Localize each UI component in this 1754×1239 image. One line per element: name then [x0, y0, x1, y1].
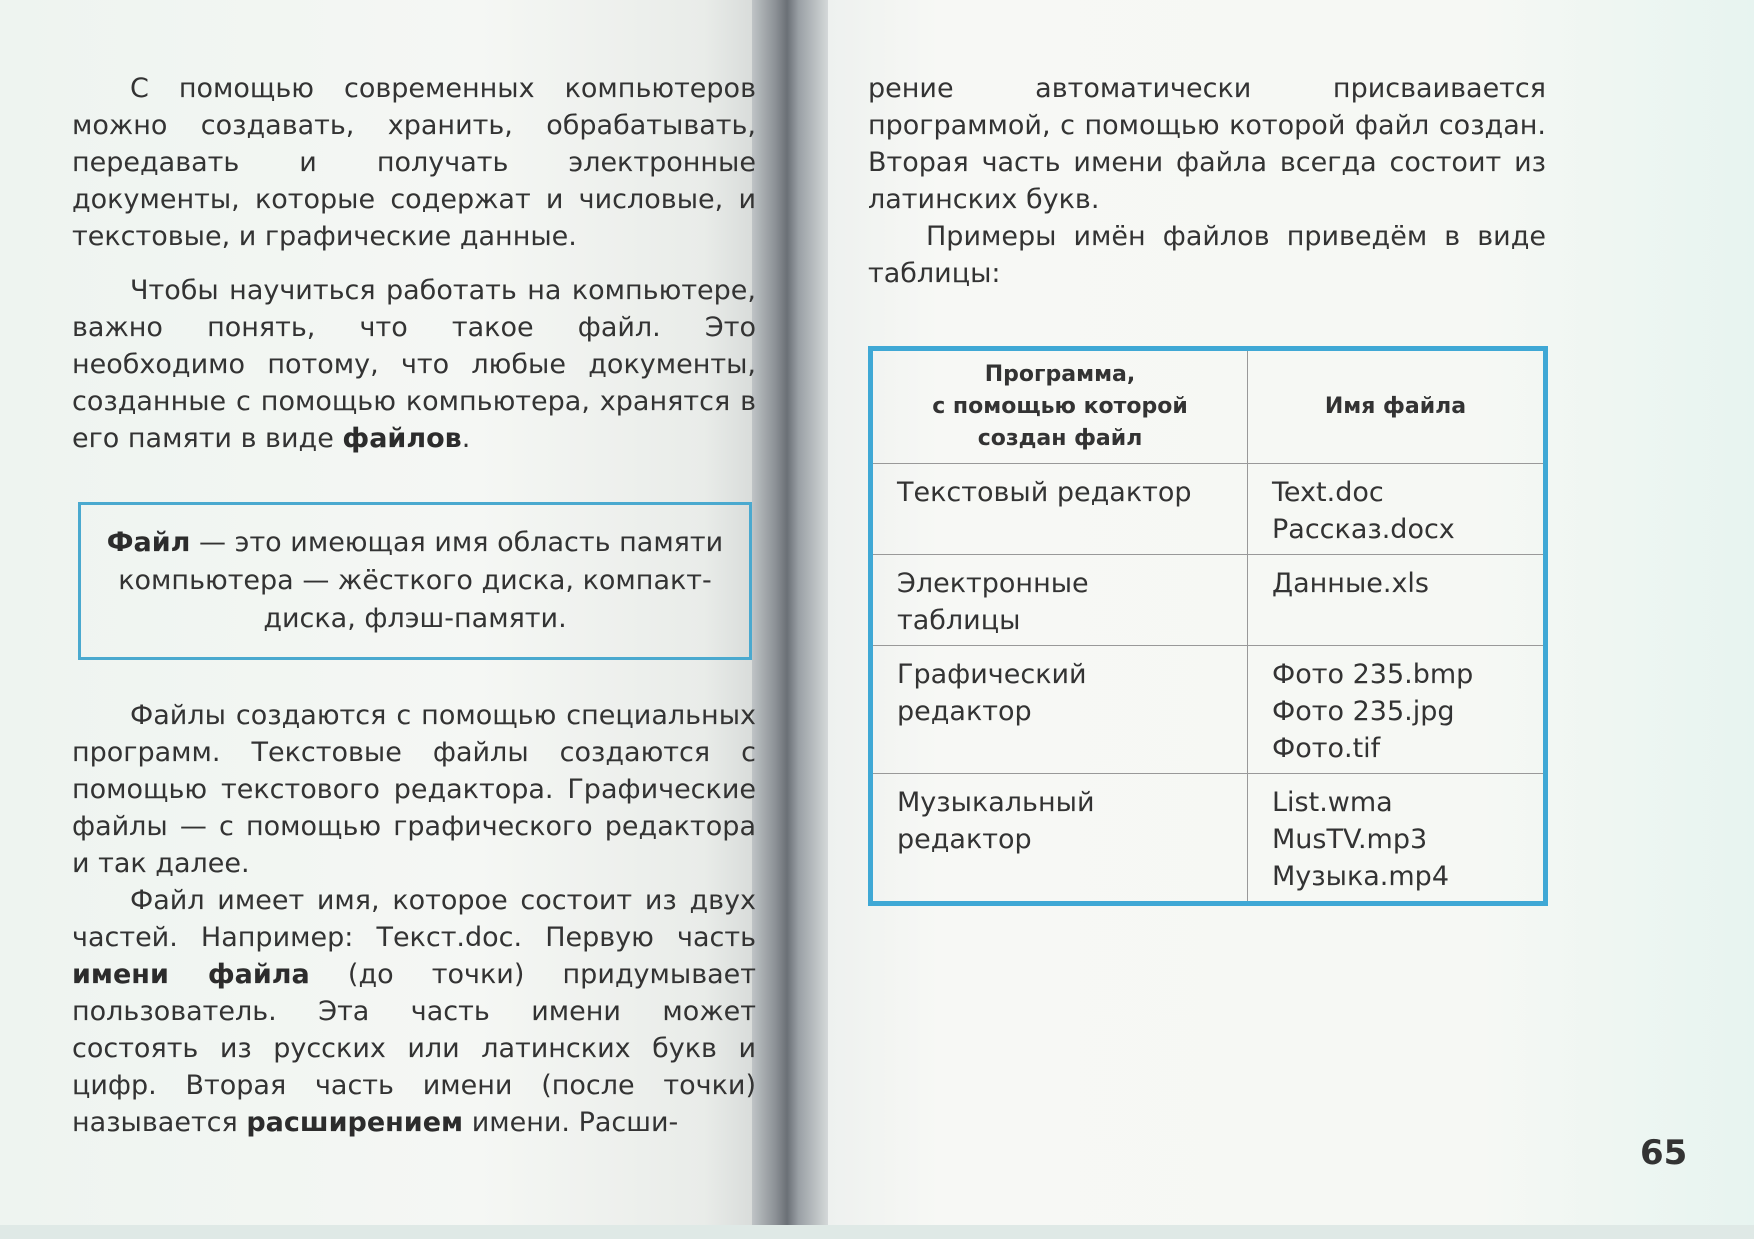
- program-line: таблицы: [897, 605, 1021, 636]
- paragraph-intro: С помощью современных компьютеров можно создавать, хранить, обрабатывать, передавать и получать электронные документы, которые содержат и числовые, и текстовые, и графические данные.: [72, 73, 756, 252]
- file-name: Фото.tif: [1272, 733, 1381, 764]
- header-program-line: создан файл: [977, 426, 1143, 451]
- page-number: 65: [1640, 1133, 1688, 1173]
- cell-program: [871, 774, 1248, 904]
- definition-box: [78, 502, 752, 660]
- header-program-line: с помощью которой: [932, 394, 1188, 419]
- cell-files: [1248, 555, 1546, 646]
- program-line: Графический: [897, 659, 1087, 690]
- cell-program: [871, 464, 1248, 555]
- program-line: Электронные: [897, 568, 1089, 599]
- program-line: редактор: [897, 824, 1032, 855]
- cell-files: [1248, 774, 1546, 904]
- term-file-name: имени файла: [72, 959, 310, 990]
- definition-body: — это имеющая имя область памяти компьютера — жёсткого диска, компакт-диска, флэш-памяти.: [118, 527, 724, 634]
- book-gutter: [752, 0, 830, 1239]
- program-line: Текстовый редактор: [897, 477, 1192, 508]
- file-name: Text.doc: [1272, 477, 1384, 508]
- table-row: [871, 555, 1546, 646]
- file-names-table: [868, 346, 1548, 906]
- file-name: Фото 235.bmp: [1272, 659, 1474, 690]
- cell-files: [1248, 464, 1546, 555]
- file-name: Фото 235.jpg: [1272, 696, 1455, 727]
- paragraph-file-concept-text: Чтобы научиться работать на компьютере, важно понять, что такое файл. Это необходимо потому, что любые документы, созданные с помощью компьютера, хранятся в его памяти в виде: [72, 275, 756, 454]
- file-name: Музыка.mp4: [1272, 861, 1450, 892]
- paragraph-file-name: [72, 882, 756, 1141]
- table-row: [871, 646, 1546, 774]
- paragraph-file-name-c: имени. Расши-: [471, 1107, 679, 1138]
- definition-text: [105, 524, 725, 638]
- file-name: MusTV.mp3: [1272, 824, 1428, 855]
- cell-program: [871, 555, 1248, 646]
- paragraph-examples: Примеры имён файлов приведём в виде таблицы:: [868, 221, 1546, 289]
- term-extension: расширением: [246, 1107, 464, 1138]
- page-bottom-edge: [0, 1225, 1754, 1239]
- header-file-name: Имя файла: [1248, 349, 1546, 464]
- paragraph-file-concept: [72, 272, 756, 457]
- header-program-line: Программа,: [984, 362, 1136, 387]
- file-name: Рассказ.docx: [1272, 514, 1455, 545]
- right-column: [868, 70, 1546, 292]
- header-program: [871, 349, 1248, 464]
- paragraph-file-name-a: Файл имеет имя, которое состоит из двух частей. Например: Текст.doc. Первую часть: [72, 885, 756, 953]
- file-name: Данные.xls: [1272, 568, 1430, 599]
- paragraph-file-concept-end: .: [461, 423, 471, 454]
- cell-program: [871, 646, 1248, 774]
- table-row: [871, 774, 1546, 904]
- program-line: редактор: [897, 696, 1032, 727]
- cell-files: [1248, 646, 1546, 774]
- table-row: [871, 464, 1546, 555]
- paragraph-extension: рение автоматически присваивается программой, с помощью которой файл создан. Вторая часть имени файла всегда состоит из латинских букв.: [868, 73, 1546, 215]
- term-files: файлов: [342, 423, 462, 454]
- definition-term: Файл: [106, 527, 191, 558]
- table-header-row: [871, 349, 1546, 464]
- file-name: List.wma: [1272, 787, 1393, 818]
- paragraph-creation: Файлы создаются с помощью специальных программ. Текстовые файлы создаются с помощью текстового редактора. Графические файлы — с помощью графического редактора и так далее.: [72, 700, 756, 879]
- left-column-bottom: [72, 697, 756, 1141]
- program-line: Музыкальный: [897, 787, 1095, 818]
- left-column-top: [72, 70, 756, 457]
- paragraph-file-name-b: (до точки) придумывает пользователь. Эта часть имени может состоять из русских или латинских букв и цифр. Вторая часть имени (после точки) называется: [72, 959, 756, 1138]
